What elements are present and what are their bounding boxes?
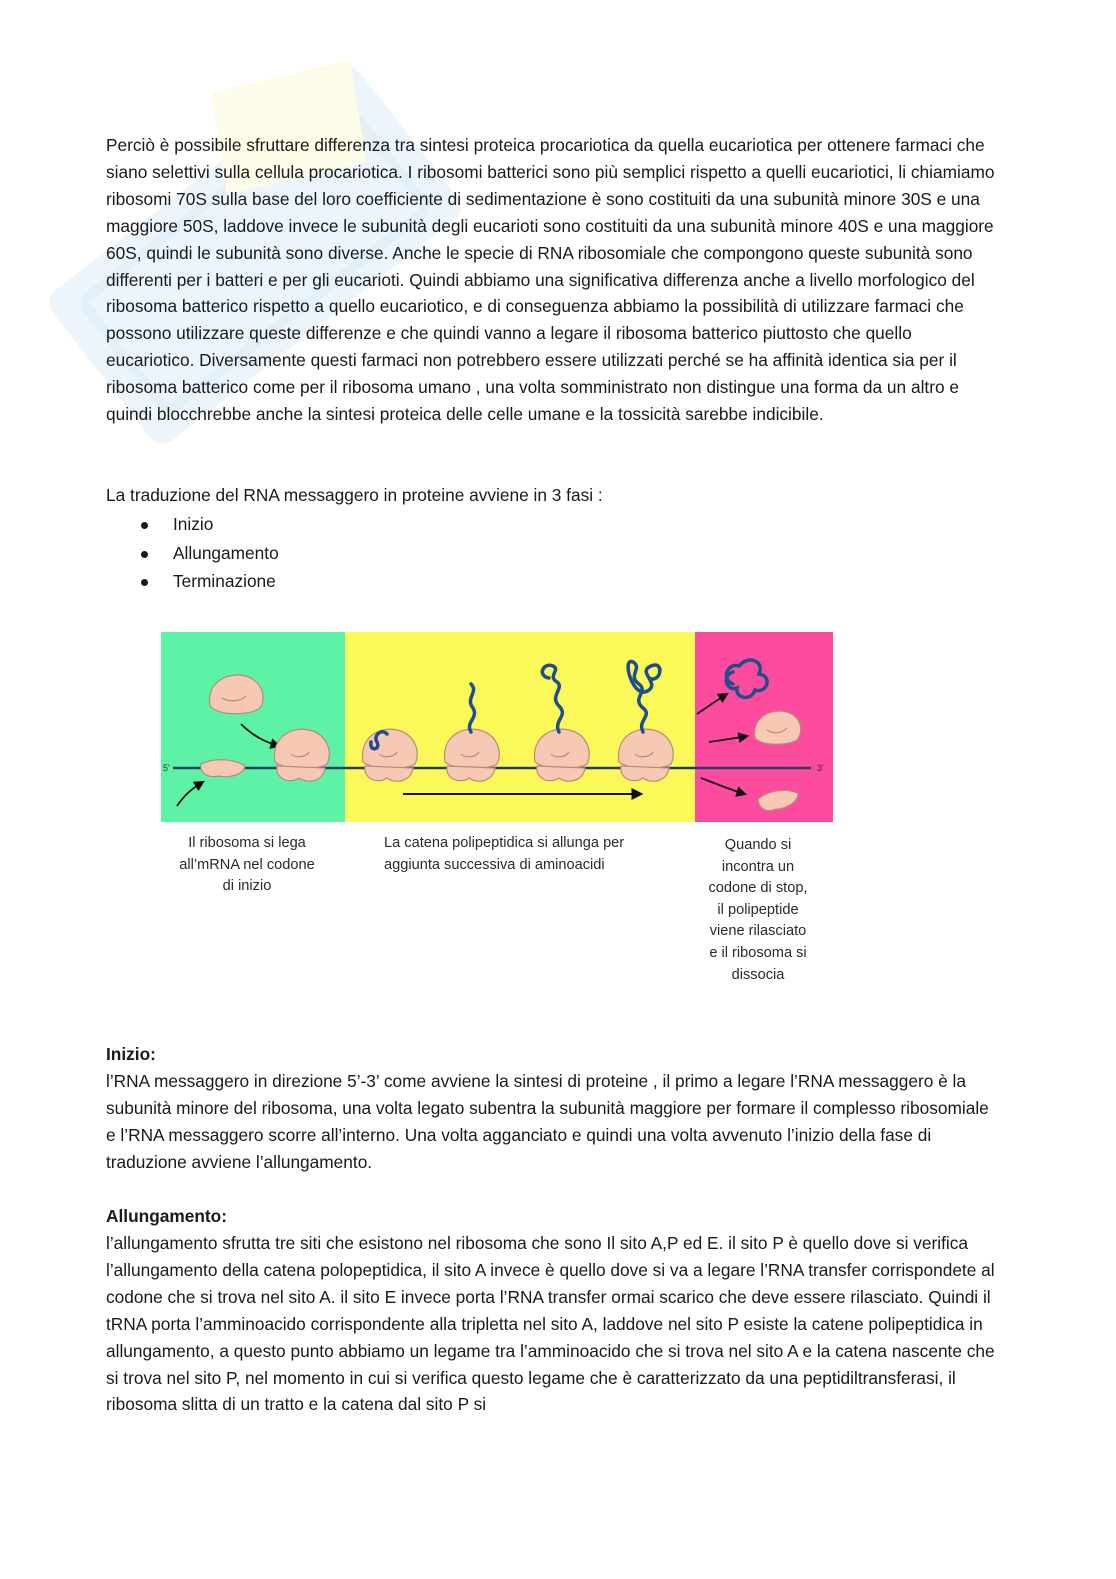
small-subunit-free	[201, 760, 245, 777]
ribosome-3	[535, 729, 590, 781]
caption-elongation: La catena polipeptidica si allunga per aggiunta successiva di aminoacidi	[384, 835, 625, 873]
allungamento-paragraph: l’allungamento sfrutta tre siti che esistono nel ribosoma che sono Il sito A,P ed E. il sito P è quello dove si verifica l’allungamento della catena polopeptidica, il sito A invece è quello dove si va a legare l’RNA transfer corrispondete al codone che si trova nel sito A. il sito E invece porta l’RNA transfer ormai scarico che deve essere rilasciato. Quindi il tRNA porta l’amminoacido corrispondente alla tripletta nel sito A, laddove nel sito P esiste la catene polipeptidica in allungamento, a questo punto abbiamo un legame tra l’amminoacido che si trova nel sito A e la catena nascente che si trova nel sito P, nel momento in cui si verifica questo legame che è caratterizzato da una peptidiltransferasi, il ribosoma slitta di un tratto e la catena dal sito P si	[106, 1233, 995, 1415]
translation-diagram	[161, 632, 833, 822]
bullet-icon	[141, 551, 148, 558]
phase-label: Inizio	[173, 514, 214, 534]
bullet-icon	[141, 579, 148, 586]
caption-initiation: Il ribosoma si lega all’mRNA nel codone di inizio	[179, 835, 315, 895]
list-item	[106, 567, 279, 596]
caption-termination: Quando si incontra un codone di stop, il polipeptide viene rilasciato e il ribosoma si dissocia	[708, 837, 808, 983]
phase-label: Allungamento	[173, 542, 279, 563]
inizio-paragraph: l’RNA messaggero in direzione 5’-3’ come avviene la sintesi di proteine , il primo a legare l’RNA messaggero è la subunità minore del ribosoma, una volta legato subentra la subunità maggiore per formare il complesso ribosomiale e l’RNA messaggero scorre all’interno. Una volta agganciato e quindi una volta avvenuto l’inizio della fase di traduzione avviene l’allungamento.	[106, 1071, 989, 1172]
list-item	[106, 510, 279, 539]
phases-intro: La traduzione del RNA messaggero in proteine avviene in 3 fasi :	[106, 485, 603, 505]
ribosome-4	[619, 729, 674, 781]
phases-list	[106, 510, 279, 596]
list-item	[106, 539, 279, 568]
ribosome-initiation	[275, 729, 330, 781]
ribosome-1	[363, 729, 418, 781]
ribosome-2	[445, 729, 500, 781]
phase-label: Terminazione	[173, 571, 276, 591]
section-heading-inizio: Inizio:	[106, 1044, 156, 1064]
three-prime-label: 3'	[817, 763, 824, 773]
five-prime-label: 5'	[163, 763, 170, 773]
bullet-icon	[141, 522, 148, 529]
intro-paragraph: Perciò è possibile sfruttare differenza tra sintesi proteica procariotica da quella eucariotica per ottenere farmaci che siano selettivi sulla cellula procariotica. I ribosomi batterici sono più semplici rispetto a quelli eucariotici, li chiamiamo ribosomi 70S sulla base del loro coefficiente di sedimentazione è sono costituiti da una subunità minore 30S e una maggiore 50S, laddove invece le subunità degli eucarioti sono costituiti da una subunità minore 40S e una maggiore 60S, quindi le subunità sono diverse. Anche le specie di RNA ribosomiale che compongono queste subunità sono differenti per i batteri e per gli eucarioti. Quindi abbiamo una significativa differenza anche a livello morfologico del ribosoma batterico rispetto a quello eucariotico, e di conseguenza abbiamo la possibilità di utilizzare farmaci che possono utilizzare queste differenze e che quindi vanno a legare il ribosoma batterico piuttosto che quello eucariotico. Diversamente questi farmaci non potrebbero essere utilizzati perché se ha affinità identica sia per il ribosoma batterico come per il ribosoma umano , una volta somministrato non distingue una forma da un altro e quindi blocchrebbe anche la sintesi proteica delle celle umane e la tossicità sarebbe indicibile.	[106, 135, 995, 425]
section-heading-allungamento: Allungamento:	[106, 1206, 227, 1226]
